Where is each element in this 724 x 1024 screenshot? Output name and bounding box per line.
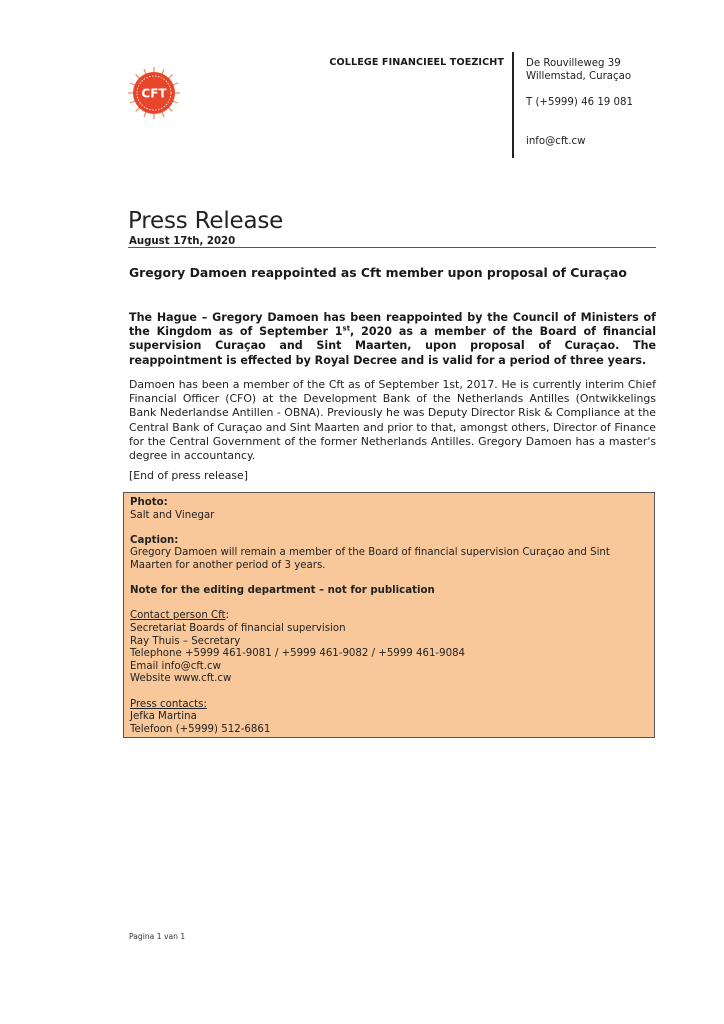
caption-label: Caption: — [130, 534, 179, 546]
contact-email[interactable]: Email info@cft.cw — [130, 660, 221, 672]
logo-text: CFT — [141, 86, 167, 101]
page-title: Press Release — [128, 208, 284, 234]
header-divider — [512, 52, 514, 158]
lead-part-1: The Hague – Gregory Damoen has been reappointed by the Council of Ministers of the Kingdom as of September 1 — [129, 311, 656, 339]
contact-line: Secretariat Boards of financial supervision — [130, 622, 346, 634]
cft-logo — [127, 66, 181, 120]
address-block — [526, 57, 633, 148]
photo-value: Salt and Vinegar — [130, 509, 215, 521]
press-label: Press contacts: — [130, 698, 207, 710]
address-line-1: De Rouvilleweg 39 — [526, 58, 621, 69]
lead-part-2: , 2020 as a member of the Board of financial supervision Curaçao and Sint Maarten, upon proposal of Curaçao. The reappointment is effected by Royal Decree and is valid for a period of three years. — [129, 325, 656, 367]
address-line-2: Willemstad, Curaçao — [526, 71, 632, 82]
title-rule — [128, 247, 656, 248]
phone: T (+5999) 46 19 081 — [526, 97, 633, 108]
caption-value: Gregory Damoen will remain a member of the Board of financial supervision Curaçao and Sint Maarten for another period of 3 years. — [130, 547, 610, 571]
lead-paragraph — [129, 311, 656, 368]
organization-name: COLLEGE FINANCIEEL TOEZICHT — [329, 57, 504, 68]
press-line: Jefka Martina — [130, 711, 197, 723]
lead-superscript: st — [342, 324, 351, 333]
photo-label: Photo: — [130, 497, 168, 508]
contact-heading — [130, 610, 646, 623]
editor-note: Note for the editing department – not for publication — [130, 585, 435, 597]
contact-label: Contact person Cft — [130, 610, 226, 622]
email-link[interactable]: info@cft.cw — [526, 136, 586, 147]
press-line: Telefoon (+5999) 512-6861 — [130, 723, 271, 735]
editor-info-box — [123, 492, 655, 738]
contact-line: Ray Thuis – Secretary — [130, 635, 241, 647]
headline: Gregory Damoen reappointed as Cft member upon proposal of Curaçao — [129, 265, 627, 280]
end-note: [End of press release] — [129, 469, 248, 482]
page-footer: Pagina 1 van 1 — [129, 932, 186, 941]
contact-website[interactable]: Website www.cft.cw — [130, 673, 232, 685]
release-date: August 17th, 2020 — [129, 236, 236, 247]
body-paragraph: Damoen has been a member of the Cft as of September 1st, 2017. He is currently interim Chief Financial Officer (CFO) at the Development Bank of the Netherlands Antilles (Ontwikkelings Bank Nederlandse Antillen - OBNA). Previously he was Deputy Director Risk & Compliance at the Central Bank of Curaçao and Sint Maarten and prior to that, amongst others, Director of Finance for the Central Government of the former Netherlands Antilles. Gregory Damoen has a master's degree in accountancy. — [129, 378, 656, 463]
contact-line: Telephone +5999 461-9081 / +5999 461-9082 / +5999 461-9084 — [130, 648, 466, 660]
contact-colon: : — [225, 610, 229, 622]
